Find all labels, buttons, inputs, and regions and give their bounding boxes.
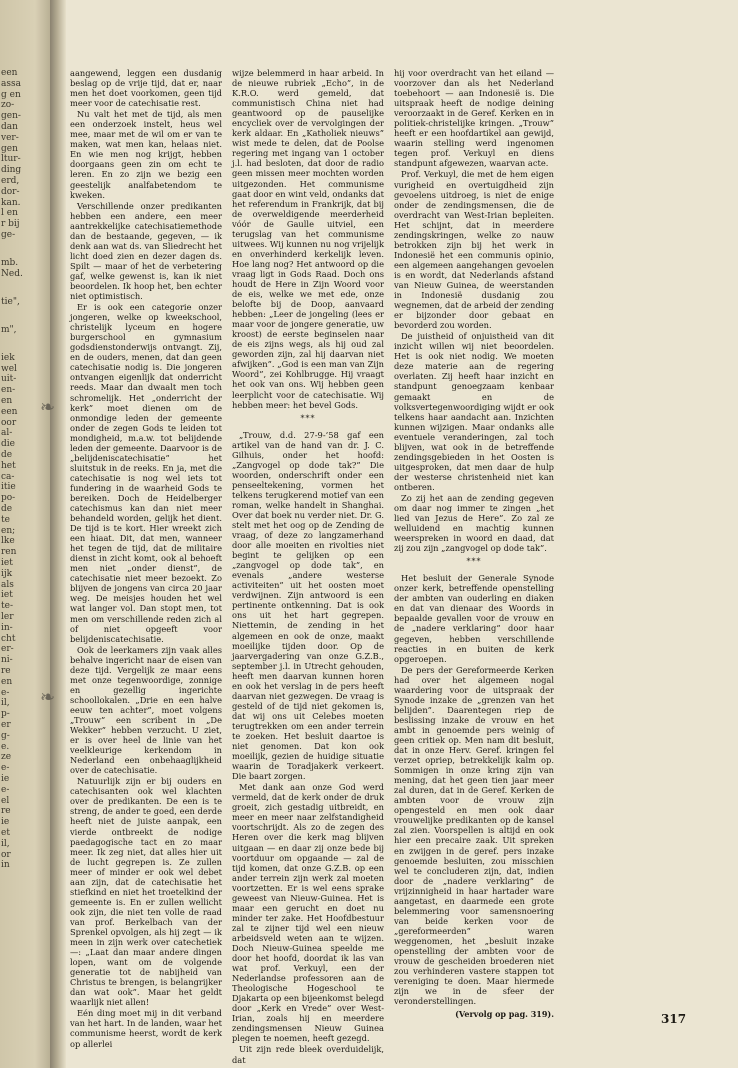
previous-page-fragment: de xyxy=(1,504,13,514)
previous-page-fragment: en xyxy=(1,676,13,687)
paragraph: Eén ding moet mij in dit verband van het hart. In de landen, waar het communisme heerst, wordt de kerk op allerlei xyxy=(70,1008,222,1049)
previous-page-fragment: iet xyxy=(1,590,13,601)
continued-note: (Vervolg op pag. 319). xyxy=(455,1009,554,1020)
previous-page-fragment: tie", xyxy=(1,296,20,307)
previous-page-fragment: wel xyxy=(1,363,17,374)
previous-page-fragment: g- xyxy=(1,730,10,741)
previous-page-fragment: iet xyxy=(1,558,13,568)
previous-page-fragment: g en xyxy=(1,89,21,100)
text-column-2 xyxy=(232,68,385,1065)
previous-page-fragment: die xyxy=(1,439,15,450)
paragraph: hij voor overdracht van het eiland — voorzover dan als het Nederland toebehoort — aan Indonesië is. Die uitspraak heeft de nodige deining veroorzaakt in de Geref. Kerken en in politiek-christelijke kringen. „Trouw” heeft er een hoofdartikel aan gewijd, waarin stelling werd ingenomen tegen prof. Verkuyl en diens standpunt afgewezen, waarvan acte. xyxy=(394,68,554,169)
paragraph: Verschillende onzer predikanten hebben een andere, een meer aantrekkelijke catechisatiemethode dan de bestaande, gegeven, — ik denk aan wat ds. van Sliedrecht het licht doed zien en dezer dagen ds. Spilt — maar of het de verbetering gaf, welke gewenst is, kan ik niet beoordelen. Ik hoop het, ben echter niet optimistisch. xyxy=(70,200,222,302)
previous-page-fragment: een xyxy=(1,406,18,417)
paragraph: Nu valt het met de tijd, als men een onderzoek instelt, heus wel mee, maar met de wil om er van te maken, wat men kan, helaas niet. En wie men nog krijgt, hebben doorgaans geen zin om echt te leren. En zo zijn we bezig een geestelijk analfabetendom te kweken. xyxy=(70,109,222,200)
previous-page-fragment: ie xyxy=(1,817,10,828)
paragraph: Natuurlijk zijn er bij ouders en catechisanten ook wel klachten over de predikanten. De een is te streng, de ander te goed, een derde heeft niet de juiste aanpak, een vierde ontbreekt de nodige paedagogische tact en zo maar meer. Ik zeg niet, dat alles hier uit de lucht gegrepen is. Ze zullen meer of minder er ook wel debet aan zijn, dat de catechisatie het stiefkind en niet het troetelkind der gemeente is. En er zullen wellicht ook zijn, die niet ten volle de raad van prof. Berkelbach van der Sprenkel opvolgen, als hij zegt — ik meen in zijn werk over catechetiek —: „Laat dan maar andere dingen lopen, want om de volgende generatie tot de nabijheid van Christus te brengen, is belangrijker dan wat ook”. Maar het geldt waarlijk niet allen! xyxy=(70,776,222,1008)
previous-page-fragment: en xyxy=(1,396,13,406)
previous-page-edge xyxy=(0,0,50,1068)
staple-icon: ❧ xyxy=(40,687,56,708)
previous-page-fragment: ijk xyxy=(1,568,13,579)
previous-page-fragment: in xyxy=(1,860,10,871)
paragraph: Zo zij het aan de zending gegeven om daar nog immer te zingen „het lied van Jezus de Here”. Zo zal ze welluidend en machtig kunnen weerspreken in woord en daad, dat zij zou zijn „zangvogel op dode tak”. xyxy=(394,492,554,554)
previous-page-fragment: ca- xyxy=(1,471,15,482)
paragraph: Prof. Verkuyl, die met de hem eigen vurigheid en overtuigdheid zijn gevoelens uitdroeg, is niet de enige onder de zendingsmensen, die de overdracht van West-Irian bepleiten. Het schijnt, dat in meerdere zendingskringen, welke zo nauw betrokken zijn bij het werk in Indonesië het een communis opinio, een algemeen aangehangen gevoelen is en wordt, dat Nederlands afstand van Nieuw Guinea, de weerstanden in Indonesië dusdanig zou wegnemen, dat de arbeid der zending er bijzonder door gebaat en bevorderd zou worden. xyxy=(394,169,554,331)
previous-page-fragment: re xyxy=(1,666,11,676)
previous-page-fragment: er- xyxy=(1,644,14,655)
previous-page-fragment: assa xyxy=(1,78,21,89)
previous-page-fragment: en; xyxy=(1,525,16,536)
paragraph: aangewend, leggen een dusdanig beslag op de vrije tijd, dat er, naar men het doet voorkomen, geen tijd meer voor de catechisatie rest. xyxy=(70,68,222,109)
previous-page-fragment: mb. xyxy=(1,258,19,268)
previous-page-fragment: in- xyxy=(1,622,13,633)
paragraph: Met dank aan onze God werd vermeld, dat de kerk onder de druk groeit, zich gestadig uitbreidt, en meer en meer naar zelfstandigheid voortschrijdt. Als zo de zegen des Heren over die kerk mag blijven uitgaan — en daar zij onze bede bij voortduur om opgaande — zal de tijd komen, dat onze G.Z.B. op een ander terrein zijn werk zal moeten voortzetten. Er is wel eens sprake geweest van Nieuw-Guinea. Het is maar een gerucht en doet nu minder ter zake. Het Hoofdbestuur zal te zijner tijd wel een nieuw arbeidsveld weten aan te wijzen. Doch Nieuw-Guinea speelde me door het hoofd, doordat ik las van wat prof. Verkuyl, een der Nederlandse professoren aan de Theologische Hogeschool te Djakarta op een bijeenkomst belegd door „Kerk en Vrede” over West-Irian, zoals hij en meerdere zendingsmensen Nieuw Guinea plegen te noemen, heeft gezegd. xyxy=(232,782,385,1044)
previous-page-fragment: al- xyxy=(1,428,13,439)
previous-page-fragment: een xyxy=(1,68,18,78)
previous-page-fragment: lke xyxy=(1,536,15,547)
previous-page-fragment: il, xyxy=(1,838,10,849)
previous-page-fragment: gen xyxy=(1,143,18,154)
previous-page-fragment: iek xyxy=(1,352,15,363)
previous-page-fragment: ze xyxy=(1,752,12,763)
previous-page-fragment: ren xyxy=(1,547,17,558)
previous-page-fragment: en- xyxy=(1,385,16,396)
paragraph: wijze belemmerd in haar arbeid. In de nieuwe rubriek „Echo”, in de K.R.O. werd gemeld, dat communistisch China niet had geantwoord op de pauselijke encycliek over de vervolgingen der kerk aldaar. En „Katholiek nieuws” wist mede te delen, dat de Poolse regering met ingang van 1 october j.l. had besloten, dat door de radio geen missen meer mochten worden uitgezonden. Het communisme gaat door en wint veld, ondanks dat het referendum in Frankrijk, dat bij de overweldigende meerderheid vóór de Gaulle uitviel, een terugslag van het communisme uitwees. Wij kunnen nu nog vrijelijk en onverhinderd kerkelijk leven. Hoe lang nog? Het antwoord op die vraag ligt in Gods Raad. Doch ons houdt de Here in Zijn Woord voor de eis, welke we met ede, onze belofte bij de Doop, aanvaard hebben: „Leer de jongeling (lees er maar voor de jongere generatie, uw kroost) de eerste beginselen naar de eis zijns wegs, als hij oud zal geworden zijn, zal hij daarvan niet afwijken”. „God is een man van Zijn Woord”, zei Kohlbrugge. Hij vraagt het ook van ons. Wij hebben geen leerplicht voor de catechisatie. Wij hebben meer: het bevel Gods. xyxy=(232,68,384,410)
previous-page-fragment: e- xyxy=(1,784,10,795)
previous-page-fragment: dor- xyxy=(1,186,20,197)
previous-page-fragment: ge- xyxy=(1,230,16,240)
previous-page-fragment: dan xyxy=(1,122,18,132)
previous-page-fragment: ver- xyxy=(1,132,19,143)
previous-page-fragment: il, xyxy=(1,698,10,709)
paragraph: De pers der Gereformeerde Kerken had over het algemeen nogal waardering voor de uitspraak der Synode inzake de „grenzen van het belijden”. Daarentegen riep de beslissing inzake de vrouw en het ambt in genoemde pers weinig of geen critiek op. Men nam dit besluit, dat in onze Herv. Geref. kringen fel verzet opriep, betrekkelijk kalm op. Sommigen in onze kring zijn van mening, dat het geen tien jaar meer zal duren, dat in de Geref. Kerken de ambten voor de vrouw zijn opengesteld en men ook daar vrouwelijke predikanten op de kansel zal zien. Voorspellen is altijd en ook hier een precaire zaak. Uit spreken en zwijgen in de geref. pers inzake genoemde besluiten, zou misschien wel te concluderen zijn, dat, indien door de „nadere verklaring” de vrijzinnigheid in haar hartader ware aangetast, en daarmede een grote belemmering voor samensnoering van beide kerken voor de „gereformeerden” waren weggenomen, het „besluit inzake openstelling der ambten voor de vrouw de gescheiden broederen niet zou verhinderen vastere stappen tot vereniging te doen. Maar hiermede zijn we in de sfeer der veronderstellingen. xyxy=(394,664,554,1007)
previous-page-fragment: itie xyxy=(1,482,16,493)
previous-page-fragment: cht xyxy=(1,633,16,644)
previous-page-fragment: or xyxy=(1,849,11,860)
paragraph: „Trouw, d.d. 27-9-’58 gaf een artikel van de hand van dr. J. C. Gilhuis, onder het hoofd: „Zangvogel op dode tak?” Die woorden, onderschrift onder een penseeltekening, vormen het telkens terugkerend motief van een roman, welke handelt in Shanghai. Over dat boek nu verder niet. Dr. G. stelt met het oog op de Zending de vraag, of deze zo langzamerhand door alle moeiten en rivolties niet begint te gelijken op een „zangvogel op dode tak”, en evenals „andere westerse activiteiten” uit het oosten moet verdwijnen. Zijn antwoord is een pertinente ontkenning. Dat is ook ons uit het hart gegrepen. Niettemin, de zending in het algemeen en ook de onze, maakt moeilijke tijden door. Op de jaarvergadering van onze G.Z.B., september j.l. in Utrecht gehouden, heeft men daarvan kunnen horen en ook het verslag in de pers heeft daarvan niet gezwegen. De vraag is gesteld of de tijd niet gekomen is, dat wij ons uit Celebes moeten terugtrekken om een ander terrein te zoeken. Het besluit daartoe is niet genomen. Dat kon ook moeilijk, gezien de huidige situatie waarin de Toradjakerk verkeert. Die baart zorgen. xyxy=(232,429,384,782)
previous-page-fragment: re xyxy=(1,806,11,817)
previous-page-fragment: erd, xyxy=(1,176,20,186)
previous-page-fragment: e- xyxy=(1,763,10,774)
page-number: 317 xyxy=(661,1012,687,1026)
magazine-page xyxy=(66,0,738,1068)
previous-page-fragment: Ned. xyxy=(1,268,23,279)
previous-page-fragment: e. xyxy=(1,741,10,752)
paragraph: Uit zijn rede bleek overduidelijk, dat xyxy=(232,1044,384,1065)
previous-page-fragment: er xyxy=(1,720,11,730)
previous-page-fragment: ie xyxy=(1,774,10,784)
paragraph: Het besluit der Generale Synode onzer kerk, betreffende openstelling der ambten van ouderling en diaken en dat van dienaar des Woords in bepaalde gevallen voor de vrouw en de „nadere verklaring” door haar gegeven, hebben verschillende reacties in en buiten de kerk opgeroepen. xyxy=(394,573,554,664)
previous-page-fragment: m", xyxy=(1,324,17,335)
previous-page-fragment: te- xyxy=(1,601,13,612)
previous-page-fragment: l en xyxy=(1,208,18,219)
previous-page-fragment: oor xyxy=(1,417,17,428)
previous-page-fragment: et xyxy=(1,828,10,838)
previous-page-fragment: het xyxy=(1,460,16,471)
previous-page-fragment: el xyxy=(1,795,10,806)
paragraph: Ook de leerkamers zijn vaak alles behalve ingericht naar de eisen van deze tijd. Vergelijk ze maar eens met onze tegenwoordige, zonnige en gezellig ingerichte schoollokalen. „Drie en een halve eeuw ten achter”, moet volgens „Trouw” een scribent in „De Wekker” hebben verzucht. U ziet, er is over heel de linie van het veelkleurige kerkendom in Nederland een onbehaaglijkheid over de catechisatie. xyxy=(70,644,222,776)
binding-gutter xyxy=(50,0,66,1068)
section-separator: *** xyxy=(466,557,482,567)
text-column-3 xyxy=(394,68,554,1020)
previous-page-fragment: e- xyxy=(1,687,10,698)
previous-page-fragment: ni- xyxy=(1,655,13,666)
previous-page-fragment: ding xyxy=(1,165,22,176)
previous-page-fragment: gen- xyxy=(1,111,21,122)
staple-icon: ❧ xyxy=(40,397,56,418)
paragraph: Er is ook een categorie onzer jongeren, welke op kweekschool, christelijk lyceum en hogere burgerschool en gymnasium godsdienstonderwijs ontvangt. Zij, en de ouders, menen, dat dan geen catechisatie nodig is. Die jongeren ontvangen eigenlijk dat onderricht reeds. Maar dan dwaalt men toch schromelijk. Het „onderricht der kerk” moet dienen om de onmondige leden der gemeente onder de zegen Gods te leiden tot mondigheid, m.a.w. tot belijdende leden der gemeente. Daarvoor is de „belijdeniscatechisatie” het sluitstuk in de reeks. En ja, met die catechisatie is nog wel iets tot fundering in de waarheid Gods te bereiken. Doch de Heidelberger catechismus kan dan niet meer behandeld worden, gelijk het dient. De tijd is te kort. Hier wreekt zich een hiaat. Dit, dat men, wanneer het tegen de tijd, dat de militaire dienst in zicht komt, ook al behoeft men niet „onder dienst”, de catechisatie niet meer bezoekt. Zo blijven de jongens van circa 20 jaar weg. De meisjes houden het wel wat langer vol. Dan stopt men, tot men om verschillende reden zich al of niet opgeeft voor belijdeniscatechisatie. xyxy=(70,302,222,644)
previous-page-fragment: po- xyxy=(1,493,16,504)
previous-page-fragment: ltur- xyxy=(1,154,21,165)
section-separator: *** xyxy=(300,413,316,423)
previous-page-fragment: te xyxy=(1,514,10,525)
previous-page-fragment: uit- xyxy=(1,374,17,385)
previous-page-fragment: kan. xyxy=(1,197,21,208)
previous-page-fragment: ler xyxy=(1,612,14,622)
paragraph: De juistheid of onjuistheid van dit inzicht willen wij niet beoordelen. Het is ook niet nodig. We moeten deze materie aan de regering overlaten. Zij heeft haar inzicht en standpunt genoegzaam kenbaar gemaakt en de volksvertegenwoordiging wijdt er ook telkens haar aandacht aan. Inzichten kunnen wijzigen. Maar ondanks alle eventuele veranderingen, zal toch blijven, wat ook in de betreffende zendingsgebieden in het Oosten is uitgesproken, dat men daar de hulp der westerse christenheid niet kan ontberen. xyxy=(394,331,554,492)
previous-page-fragment: de xyxy=(1,450,13,460)
text-column-1 xyxy=(70,68,222,1049)
previous-page-fragment: als xyxy=(1,579,14,590)
previous-page-fragment: r bij xyxy=(1,219,20,230)
previous-page-fragment: zo- xyxy=(1,100,15,111)
previous-page-fragment: p- xyxy=(1,709,10,720)
